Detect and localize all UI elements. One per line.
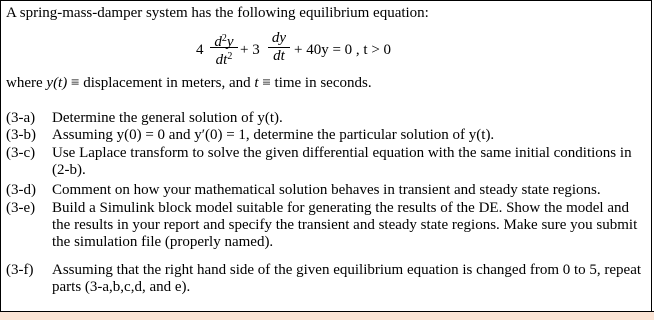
eq-fraction-second-derivative: $\frac{d^2y}{dt^2}$ [210,30,238,65]
where-line: where y(t) ≡ displacement in meters, and t ≡ time in seconds. [6,75,372,91]
intro-text: A spring-mass-damper system has the following equilibrium equation: [6,5,429,21]
eq-rest: + 40y = 0 , t > 0 [294,42,392,58]
eq-coef-a: 4 [196,42,204,58]
eq-fraction-first-derivative: $\frac{dy}{dt}$ [268,30,290,65]
eq-coef-b: + 3 [240,42,260,58]
